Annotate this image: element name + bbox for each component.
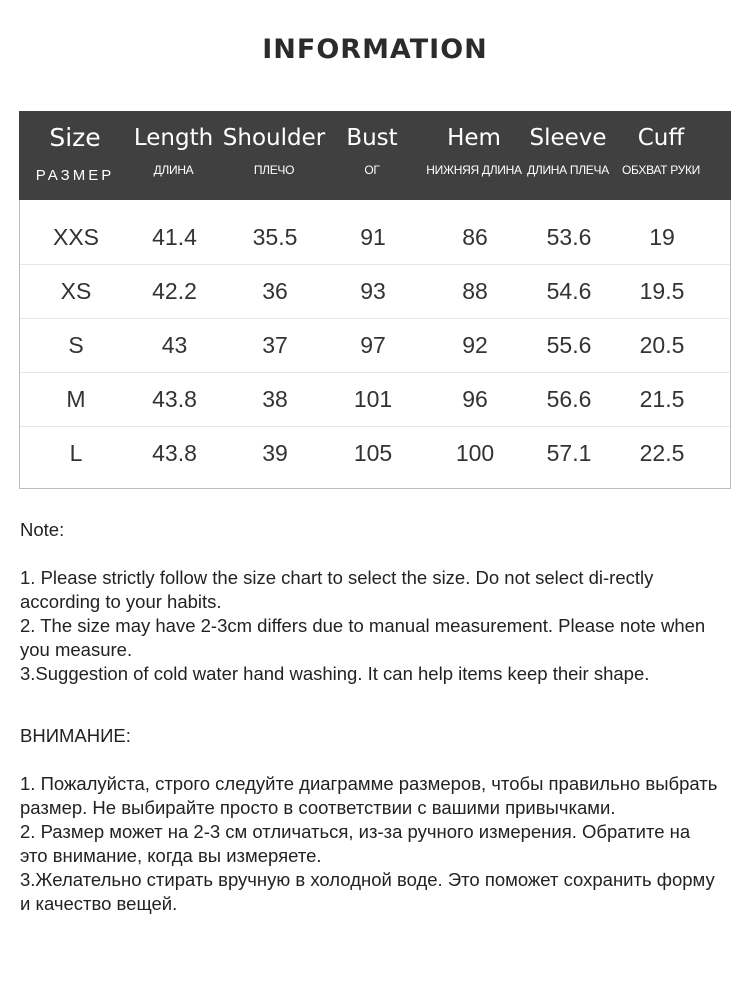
header-shoulder-label: Shoulder (222, 125, 326, 151)
header-cuff-label: Cuff (637, 125, 685, 151)
table-cell: 88 (462, 278, 488, 304)
table-cell: L (69, 440, 83, 466)
table-cell: 105 (353, 440, 393, 466)
header-size-label-ru: РАЗМЕР (35, 167, 115, 184)
table-cell: 96 (462, 386, 488, 412)
table-row (20, 210, 730, 265)
table-cell: 19.5 (639, 278, 685, 304)
table-cell: 91 (360, 224, 386, 250)
size-chart-table (19, 111, 731, 489)
table-cell: 54.6 (546, 278, 592, 304)
note-item-en-1: 1. Please strictly follow the size chart to select the size. Do not select di-rectly according to your habits. (20, 567, 654, 612)
header-cuff-label-ru: ОБХВАТ РУКИ (622, 163, 700, 177)
table-cell: 35.5 (252, 224, 298, 250)
notes-section (20, 518, 720, 916)
note-item-ru-1: 1. Пожалуйста, строго следуйте диаграмме размеров, чтобы правильно выбрать размер. Не выбирайте просто в соответствии с вашими привычками. (20, 773, 718, 818)
table-cell: 37 (262, 332, 288, 358)
header-hem-label: Hem (447, 125, 501, 151)
header-size-label: Size (49, 123, 101, 152)
table-cell: S (68, 332, 84, 358)
table-cell: 92 (462, 332, 488, 358)
page-title: INFORMATION (262, 34, 488, 65)
header-length-label-ru: ДЛИНА (153, 163, 194, 177)
table-cell: 19 (649, 224, 675, 250)
table-cell: 22.5 (639, 440, 685, 466)
header-bust-label: Bust (346, 125, 398, 151)
header-bust-label-ru: ОГ (364, 163, 380, 177)
table-cell: 56.6 (546, 386, 592, 412)
table-cell: XXS (52, 224, 100, 250)
table-cell: 43.8 (152, 386, 197, 412)
table-cell: 20.5 (639, 332, 685, 358)
note-item-en-3: 3.Suggestion of cold water hand washing. It can help items keep their shape. (20, 663, 650, 684)
table-cell: 57.1 (546, 440, 592, 466)
table-row (20, 372, 730, 427)
table-row (20, 264, 730, 319)
table-cell: 41.4 (152, 224, 197, 250)
header-sleeve-label: Sleeve (529, 125, 607, 151)
table-cell: 101 (353, 386, 393, 412)
table-cell: 55.6 (546, 332, 592, 358)
note-heading-en: Note: (20, 519, 65, 540)
table-cell: 43 (161, 332, 188, 358)
table-cell: M (66, 386, 86, 412)
header-length-label: Length (133, 125, 214, 151)
note-item-en-2: 2. The size may have 2-3cm differs due to manual measurement. Please note when you measure. (20, 615, 706, 660)
table-row (20, 426, 730, 480)
table-cell: 86 (462, 224, 488, 250)
table-row (20, 318, 730, 373)
table-header (19, 111, 731, 200)
table-cell: 97 (360, 332, 386, 358)
note-item-ru-2: 2. Размер может на 2-3 см отличаться, из-за ручного измерения. Обратите на это внимание, когда вы измеряете. (20, 821, 691, 866)
table-cell: 21.5 (639, 386, 685, 412)
table-cell: 43.8 (152, 440, 197, 466)
table-cell: 36 (262, 278, 288, 304)
table-cell: 38 (262, 386, 288, 412)
header-shoulder-label-ru: ПЛЕЧО (253, 163, 295, 177)
header-hem-label-ru: НИЖНЯЯ ДЛИНА (426, 163, 522, 177)
table-cell: 39 (262, 440, 288, 466)
note-item-ru-3: 3.Желательно стирать вручную в холодной воде. Это поможет сохранить форму и качество вещей. (20, 869, 715, 914)
table-cell: 42.2 (152, 278, 197, 304)
note-heading-ru: ВНИМАНИЕ: (20, 725, 131, 746)
table-cell: 100 (455, 440, 495, 466)
table-cell: 93 (360, 278, 386, 304)
table-cell: XS (60, 278, 92, 304)
header-sleeve-label-ru: ДЛИНА ПЛЕЧА (527, 163, 609, 177)
table-cell: 53.6 (546, 224, 592, 250)
